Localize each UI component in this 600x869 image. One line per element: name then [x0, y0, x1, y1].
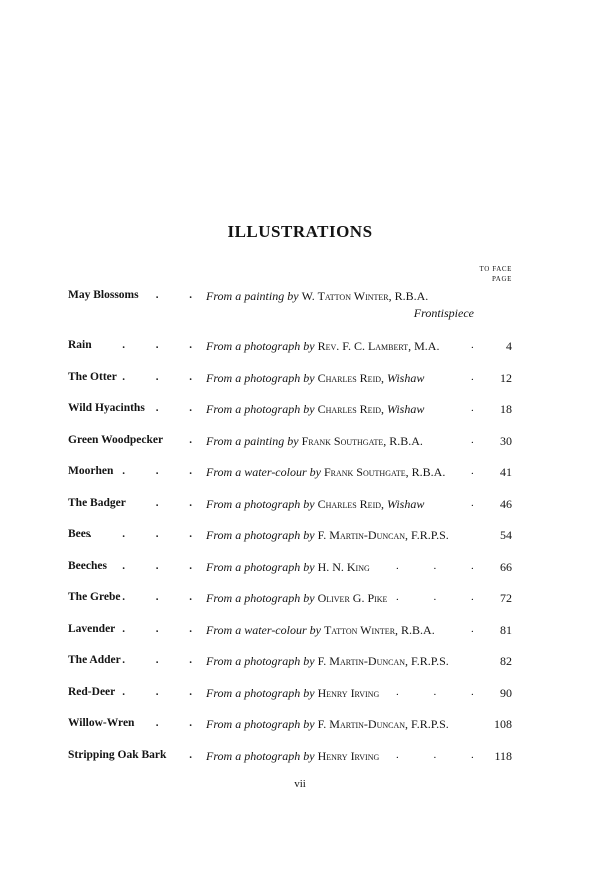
artist-name: W. Tatton Winter, R.B.A. [301, 289, 429, 303]
page-line: PAGE [491, 275, 512, 283]
list-item [0, 717, 600, 737]
artist-name: F. Martin-Duncan, F.R.P.S. [317, 654, 449, 668]
page-number: 30 [500, 434, 512, 448]
leader-dots: . . . [122, 591, 206, 603]
illustration-subject: Willow-Wren [68, 717, 135, 729]
illustration-source [206, 654, 449, 669]
illustration-source [206, 623, 435, 638]
leader-dots: . . [155, 717, 206, 729]
illustration-subject: Beeches [68, 560, 107, 572]
list-item [0, 465, 600, 485]
medium-text: From a photograph by [206, 497, 315, 511]
illustration-source [206, 339, 439, 354]
trailing-dots: . [471, 371, 490, 383]
illustration-source [206, 560, 370, 575]
medium-text: From a water-colour by [206, 623, 321, 637]
illustration-subject: The Grebe [68, 591, 121, 603]
medium-text: From a photograph by [206, 654, 315, 668]
artist-name: Frank Southgate, R.B.A. [301, 434, 423, 448]
medium-text: From a photograph by [206, 560, 315, 574]
page-number: 90 [500, 686, 512, 700]
illustration-source [206, 686, 379, 701]
medium-text: From a photograph by [206, 591, 315, 605]
illustration-subject: The Adder [68, 654, 121, 666]
illustration-source [206, 528, 449, 543]
illustration-subject: Red-Deer [68, 686, 116, 698]
medium-text: From a photograph by [206, 371, 315, 385]
illustration-subject: Wild Hyacinths [68, 402, 145, 414]
medium-text: From a photograph by [206, 749, 315, 763]
illustration-subject: Stripping Oak Bark [68, 749, 167, 761]
trailing-dots: . [471, 465, 490, 477]
leader-dots: . [189, 749, 206, 761]
list-item [0, 654, 600, 674]
leader-dots: . . [155, 289, 206, 301]
artist-place: Wishaw [387, 497, 425, 511]
leader-dots: . . . . [88, 339, 206, 351]
artist-name: Henry Irving [317, 686, 380, 700]
artist-name: Tatton Winter, R.B.A. [323, 623, 435, 637]
artist-name: Charles Reid, [317, 371, 385, 385]
list-item [0, 339, 600, 359]
page-number: 4 [506, 339, 512, 353]
page-number: 82 [500, 654, 512, 668]
illustration-source [206, 465, 445, 480]
trailing-dots: . [471, 434, 490, 446]
illustration-subject: Rain [68, 339, 92, 351]
trailing-dots: . . . [396, 749, 490, 761]
page-number: 81 [500, 623, 512, 637]
leader-dots: . . [155, 497, 206, 509]
trailing-dots: . [471, 339, 490, 351]
leader-dots: . [189, 434, 206, 446]
list-item [0, 686, 600, 706]
list-item [0, 623, 600, 643]
illustration-subject: Lavender [68, 623, 116, 635]
illustration-subject: Moorhen [68, 465, 114, 477]
leader-dots: . . . [122, 560, 206, 572]
medium-text: From a photograph by [206, 528, 315, 542]
list-item [0, 591, 600, 611]
artist-name: Oliver G. Pike [317, 591, 388, 605]
illustration-subject: May Blossoms [68, 289, 139, 301]
leader-dots: . . . [122, 371, 206, 383]
artist-name: Charles Reid, [317, 402, 385, 416]
medium-text: From a photograph by [206, 339, 315, 353]
to-face-page-label [479, 264, 512, 284]
leader-dots: . . . [122, 654, 206, 666]
leader-dots: . . . . [88, 528, 206, 540]
leader-dots: . . [155, 402, 206, 414]
to-face-line: TO FACE [479, 265, 512, 273]
page-number: 54 [500, 528, 512, 542]
artist-name: Henry Irving [317, 749, 380, 763]
illustration-source [206, 591, 387, 606]
page-number: 18 [500, 402, 512, 416]
illustration-source [206, 402, 424, 417]
list-item [0, 371, 600, 391]
artist-name: F. Martin-Duncan, F.R.P.S. [317, 717, 449, 731]
trailing-dots: . . . [396, 560, 490, 572]
trailing-dots: . [471, 402, 490, 414]
medium-text: From a photograph by [206, 402, 315, 416]
illustration-source [206, 289, 428, 304]
page-number: 66 [500, 560, 512, 574]
list-item [0, 497, 600, 517]
medium-text: From a water-colour by [206, 465, 321, 479]
list-item [0, 749, 600, 769]
medium-text: From a painting by [206, 289, 299, 303]
page-number: 46 [500, 497, 512, 511]
leader-dots: . . . [122, 686, 206, 698]
illustration-source [206, 497, 424, 512]
leader-dots: . . . [122, 465, 206, 477]
artist-name: H. N. King [317, 560, 370, 574]
page-title: ILLUSTRATIONS [227, 222, 373, 241]
medium-text: From a painting by [206, 434, 299, 448]
artist-place: Wishaw [387, 402, 425, 416]
page-number: 72 [500, 591, 512, 605]
illustration-source [206, 371, 424, 386]
list-item [0, 402, 600, 422]
page-number: 118 [494, 749, 512, 763]
list-item [0, 434, 600, 454]
artist-name: Frank Southgate, R.B.A. [323, 465, 446, 479]
page-number: 12 [500, 371, 512, 385]
list-item [0, 289, 600, 309]
frontispiece-label: Frontispiece [413, 306, 474, 320]
list-item [0, 560, 600, 580]
illustration-subject: The Otter [68, 371, 117, 383]
page-folio: vii [294, 778, 306, 790]
artist-name: Rev. F. C. Lambert, M.A. [317, 339, 440, 353]
medium-text: From a photograph by [206, 686, 315, 700]
leader-dots: . . . [122, 623, 206, 635]
artist-place: Wishaw [387, 371, 425, 385]
artist-name: Charles Reid, [317, 497, 385, 511]
trailing-dots: . [471, 623, 490, 635]
illustration-source [206, 717, 449, 732]
artist-name: F. Martin-Duncan, F.R.P.S. [317, 528, 449, 542]
illustration-subject: The Badger [68, 497, 126, 509]
illustration-subject: Bees [68, 528, 91, 540]
illustration-source [206, 749, 379, 764]
list-item [0, 528, 600, 548]
medium-text: From a photograph by [206, 717, 315, 731]
page-number: 41 [500, 465, 512, 479]
trailing-dots: . . . [396, 591, 490, 603]
trailing-dots: . . . [396, 686, 490, 698]
page-number: 108 [494, 717, 512, 731]
illustration-source [206, 434, 423, 449]
trailing-dots: . [471, 497, 490, 509]
illustration-subject: Green Woodpecker [68, 434, 164, 446]
